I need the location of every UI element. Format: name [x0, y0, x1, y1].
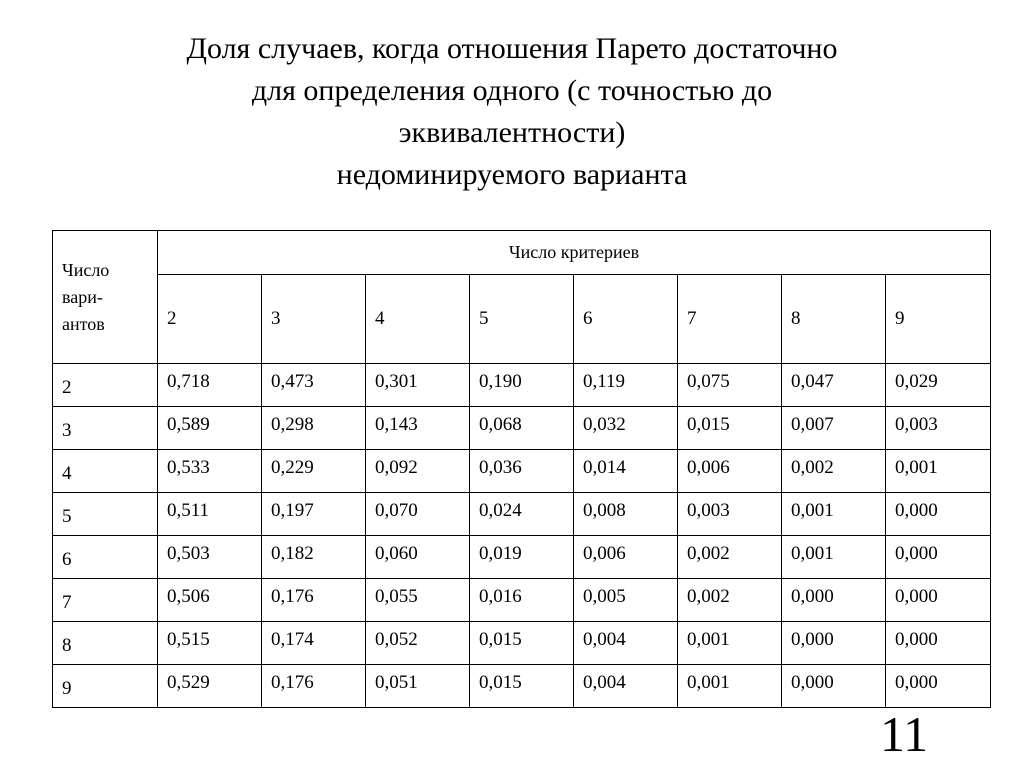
value-cell: 0,001	[782, 536, 886, 579]
value-cell: 0,051	[366, 665, 470, 708]
title-line: недоминируемого варианта	[336, 158, 688, 191]
value-cell: 0,060	[366, 536, 470, 579]
criteria-header-cell: 5	[470, 275, 574, 364]
value-cell: 0,015	[470, 622, 574, 665]
value-cell: 0,007	[782, 407, 886, 450]
table-row	[53, 450, 991, 493]
variants-cell: 2	[53, 364, 158, 407]
value-cell: 0,004	[574, 622, 678, 665]
value-cell: 0,024	[470, 493, 574, 536]
value-cell: 0,001	[886, 450, 991, 493]
value-cell: 0,503	[158, 536, 262, 579]
value-cell: 0,511	[158, 493, 262, 536]
value-cell: 0,229	[262, 450, 366, 493]
value-cell: 0,002	[678, 536, 782, 579]
variants-cell: 7	[53, 579, 158, 622]
header-row-criteria	[53, 275, 991, 364]
criteria-header-cell: 4	[366, 275, 470, 364]
value-cell: 0,000	[782, 622, 886, 665]
table-row	[53, 364, 991, 407]
value-cell: 0,006	[678, 450, 782, 493]
value-cell: 0,052	[366, 622, 470, 665]
value-cell: 0,589	[158, 407, 262, 450]
value-cell: 0,515	[158, 622, 262, 665]
value-cell: 0,001	[782, 493, 886, 536]
criteria-group-header: Число критериев	[158, 231, 991, 275]
row-header-cell	[53, 231, 158, 364]
value-cell: 0,298	[262, 407, 366, 450]
row-header-line: антов	[62, 313, 105, 334]
page-number: 11	[880, 706, 929, 762]
value-cell: 0,176	[262, 579, 366, 622]
variants-cell: 8	[53, 622, 158, 665]
value-cell: 0,019	[470, 536, 574, 579]
table-row	[53, 579, 991, 622]
slide-title	[112, 28, 912, 196]
criteria-header-cell: 3	[262, 275, 366, 364]
table-row	[53, 407, 991, 450]
value-cell: 0,182	[262, 536, 366, 579]
value-cell: 0,014	[574, 450, 678, 493]
value-cell: 0,174	[262, 622, 366, 665]
value-cell: 0,092	[366, 450, 470, 493]
value-cell: 0,529	[158, 665, 262, 708]
value-cell: 0,001	[678, 665, 782, 708]
value-cell: 0,000	[886, 665, 991, 708]
table-row	[53, 536, 991, 579]
value-cell: 0,718	[158, 364, 262, 407]
value-cell: 0,002	[678, 579, 782, 622]
value-cell: 0,002	[782, 450, 886, 493]
value-cell: 0,190	[470, 364, 574, 407]
value-cell: 0,000	[886, 579, 991, 622]
value-cell: 0,000	[886, 622, 991, 665]
value-cell: 0,016	[470, 579, 574, 622]
variants-cell: 4	[53, 450, 158, 493]
header-row-group	[53, 231, 991, 275]
value-cell: 0,055	[366, 579, 470, 622]
value-cell: 0,029	[886, 364, 991, 407]
value-cell: 0,197	[262, 493, 366, 536]
value-cell: 0,068	[470, 407, 574, 450]
criteria-header-cell: 2	[158, 275, 262, 364]
value-cell: 0,015	[678, 407, 782, 450]
criteria-header-cell: 6	[574, 275, 678, 364]
row-header-line: Число	[62, 259, 110, 280]
value-cell: 0,301	[366, 364, 470, 407]
value-cell: 0,036	[470, 450, 574, 493]
pareto-table	[52, 230, 991, 708]
value-cell: 0,533	[158, 450, 262, 493]
value-cell: 0,176	[262, 665, 366, 708]
table-row	[53, 622, 991, 665]
value-cell: 0,000	[886, 493, 991, 536]
value-cell: 0,003	[886, 407, 991, 450]
value-cell: 0,143	[366, 407, 470, 450]
value-cell: 0,005	[574, 579, 678, 622]
variants-cell: 6	[53, 536, 158, 579]
variants-cell: 5	[53, 493, 158, 536]
value-cell: 0,003	[678, 493, 782, 536]
title-line: эквивалентности)	[398, 116, 626, 149]
criteria-header-cell: 9	[886, 275, 991, 364]
criteria-header-cell: 7	[678, 275, 782, 364]
value-cell: 0,000	[782, 579, 886, 622]
value-cell: 0,015	[470, 665, 574, 708]
value-cell: 0,075	[678, 364, 782, 407]
variants-cell: 9	[53, 665, 158, 708]
criteria-header-cell: 8	[782, 275, 886, 364]
value-cell: 0,119	[574, 364, 678, 407]
title-line: для определения одного (с точностью до	[251, 74, 773, 107]
value-cell: 0,070	[366, 493, 470, 536]
variants-cell: 3	[53, 407, 158, 450]
title-line: Доля случаев, когда отношения Парето достаточно	[186, 32, 838, 65]
value-cell: 0,506	[158, 579, 262, 622]
value-cell: 0,473	[262, 364, 366, 407]
value-cell: 0,000	[782, 665, 886, 708]
value-cell: 0,047	[782, 364, 886, 407]
table-row	[53, 493, 991, 536]
value-cell: 0,001	[678, 622, 782, 665]
value-cell: 0,032	[574, 407, 678, 450]
value-cell: 0,000	[886, 536, 991, 579]
value-cell: 0,004	[574, 665, 678, 708]
table-body	[53, 231, 991, 708]
value-cell: 0,008	[574, 493, 678, 536]
value-cell: 0,006	[574, 536, 678, 579]
row-header-line: вари-	[62, 286, 103, 307]
table-row	[53, 665, 991, 708]
